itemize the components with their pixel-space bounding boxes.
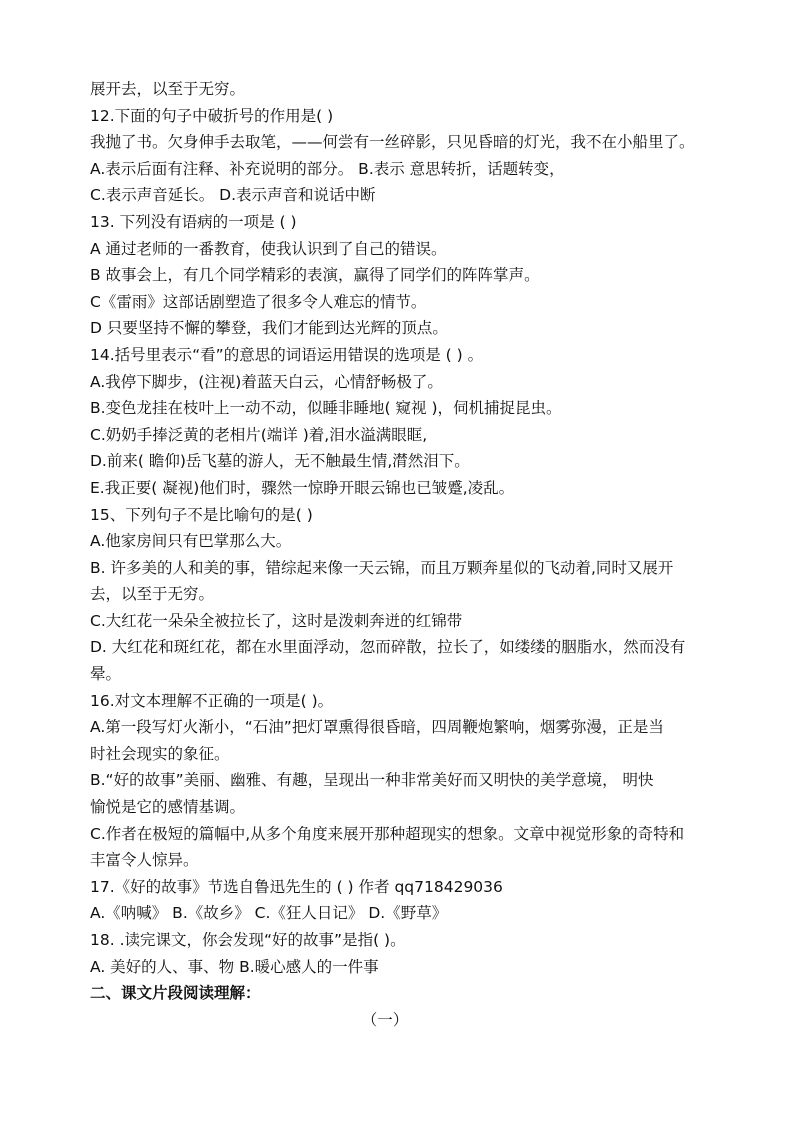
option-line: A.他家房间只有巴掌那么大。	[90, 532, 292, 551]
text-line: 晕。	[90, 665, 122, 684]
option-line: A.表示后面有注释、补充说明的部分。 B.表示 意思转折，话题转变，	[90, 159, 565, 178]
option-line: C.大红花一朵朵全被拉长了，这时是泼刺奔迸的红锦带	[90, 611, 463, 630]
section-heading: 二、课文片段阅读理解：	[90, 984, 261, 1003]
question-12: 12.下面的句子中破折号的作用是( )	[90, 106, 334, 125]
option-line: A.第一段写灯火渐小，“石油”把灯罩熏得很昏暗，四周鞭炮繁响，烟雾弥漫，正是当	[90, 718, 664, 737]
text-line: 去，以至于无穷。	[90, 585, 215, 604]
option-line: C.奶奶手捧泛黄的老相片(端详 )着,泪水溢满眼眶,	[90, 425, 428, 444]
option-line: C.作者在极短的篇幅中,从多个角度来展开那种超现实的想象。文章中视觉形象的奇特和	[90, 824, 685, 843]
text-line: 我抛了书。欠身伸手去取笔，——何尝有一丝碎影，只见昏暗的灯光，我不在小船里了。	[90, 133, 695, 152]
option-line: A 通过老师的一番教育，使我认识到了自己的错误。	[90, 239, 447, 258]
option-line: B. 许多美的人和美的事，错综起来像一天云锦，而且万颗奔星似的飞动着,同时又展开	[90, 558, 674, 577]
text-line: 愉悦是它的感情基调。	[90, 798, 246, 817]
document-page	[90, 76, 710, 1033]
option-line: C.表示声音延长。 D.表示声音和说话中断	[90, 186, 376, 205]
question-16: 16.对文本理解不正确的一项是( )。	[90, 691, 334, 710]
text-line: 时社会现实的象征。	[90, 744, 230, 763]
option-line: B.变色龙挂在枝叶上一动不动，似睡非睡地( 窥视 )，伺机捕捉昆虫。	[90, 399, 562, 418]
question-13: 13. 下列没有语病的一项是 ( )	[90, 212, 297, 231]
question-15: 15、下列句子不是比喻句的是( )	[90, 505, 313, 524]
option-line: D. 大红花和斑红花，都在水里面浮动，忽而碎散，拉长了，如缕缕的胭脂水，然而没有	[90, 638, 686, 657]
option-line: D.前来( 瞻仰)岳飞墓的游人，无不触最生情,潸然泪下。	[90, 452, 470, 471]
question-18: 18. .读完课文，你会发现“好的故事”是指( )。	[90, 931, 406, 949]
option-line: E.我正要( 凝视)他们时，骤然一惊睁开眼云锦也已皱蹙,凌乱。	[90, 478, 515, 497]
option-line: B.“好的故事”美丽、幽雅、有趣，呈现出一种非常美好而又明快的美学意境， 明快	[90, 771, 654, 790]
option-line: D 只要坚持不懈的攀登，我们才能到达光辉的顶点。	[90, 319, 448, 338]
question-17: 17.《好的故事》节选自鲁迅先生的 ( ) 作者 qq718429036	[90, 877, 503, 896]
option-line: A.《呐喊》 B.《故乡》 C.《狂人日记》 D.《野草》	[90, 904, 448, 923]
subsection-marker: （一）	[361, 1010, 409, 1029]
option-line: C《雷雨》这部话剧塑造了很多令人难忘的情节。	[90, 292, 427, 311]
text-line: 丰富令人惊异。	[90, 851, 199, 870]
option-line: A. 美好的人、事、物 B.暖心感人的一件事	[90, 957, 379, 976]
text-line: 展开去，以至于无穷。	[90, 80, 246, 98]
option-line: A.我停下脚步，(注视)着蓝天白云，心情舒畅极了。	[90, 372, 443, 391]
option-line: B 故事会上，有几个同学精彩的表演，赢得了同学们的阵阵掌声。	[90, 266, 540, 285]
question-14: 14.括号里表示“看”的意思的词语运用错误的选项是 ( ) 。	[90, 345, 484, 364]
